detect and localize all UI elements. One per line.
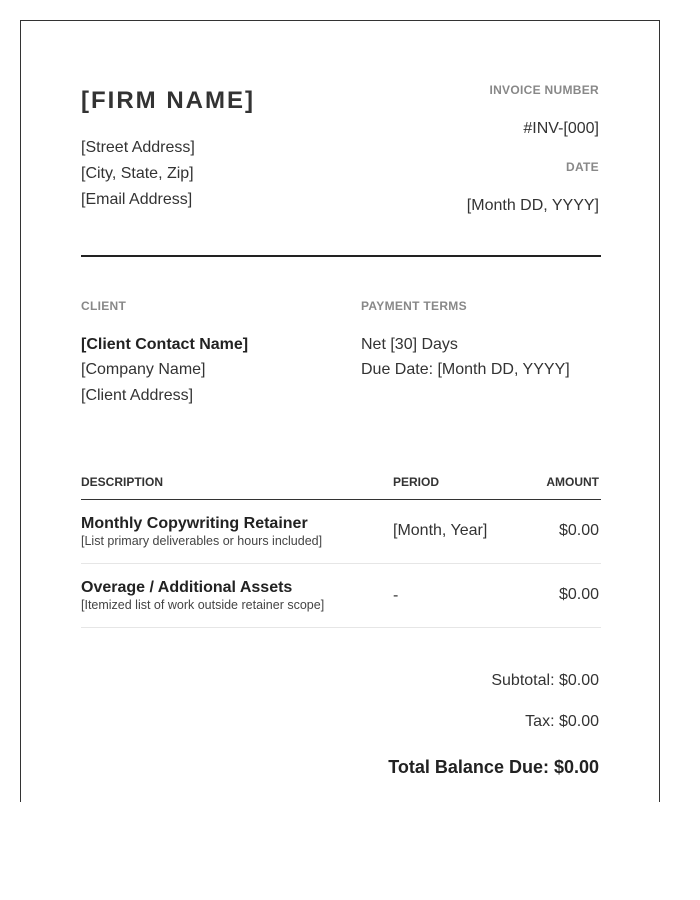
- table-header-rule: [81, 499, 601, 500]
- firm-street: [Street Address]: [81, 139, 195, 156]
- row-amount: $0.00: [558, 522, 599, 539]
- row-period: -: [393, 587, 399, 604]
- firm-name: [FIRM NAME]: [81, 87, 255, 114]
- invoice-date-label: DATE: [566, 160, 599, 174]
- client-contact: [Client Contact Name]: [81, 336, 249, 353]
- column-header-period: PERIOD: [393, 475, 440, 489]
- subtotal: Subtotal: $0.00: [491, 672, 599, 689]
- row-period: [Month, Year]: [393, 522, 488, 539]
- client-label: CLIENT: [81, 299, 127, 313]
- row-title: Overage / Additional Assets: [81, 579, 293, 596]
- tax: Tax: $0.00: [525, 713, 599, 730]
- payment-due-date: Due Date: [Month DD, YYYY]: [361, 361, 570, 378]
- row-subtitle: [List primary deliverables or hours included]: [81, 534, 323, 548]
- header-divider: [81, 255, 601, 257]
- client-company: [Company Name]: [81, 361, 206, 378]
- row-subtitle: [Itemized list of work outside retainer scope]: [81, 598, 325, 612]
- column-header-description: DESCRIPTION: [81, 475, 164, 489]
- invoice-date-value: [Month DD, YYYY]: [466, 197, 599, 214]
- payment-terms-net: Net [30] Days: [361, 336, 458, 353]
- row-title: Monthly Copywriting Retainer: [81, 515, 308, 532]
- invoice-number-value: #INV-[000]: [523, 120, 599, 137]
- payment-terms-label: PAYMENT TERMS: [361, 299, 467, 313]
- row-amount: $0.00: [558, 586, 599, 603]
- client-address: [Client Address]: [81, 387, 194, 404]
- firm-city: [City, State, Zip]: [81, 165, 194, 182]
- total-balance-due: Total Balance Due: $0.00: [388, 757, 599, 777]
- row-divider: [81, 627, 601, 628]
- column-header-amount: AMOUNT: [546, 475, 599, 489]
- invoice-number-label: INVOICE NUMBER: [489, 83, 599, 97]
- row-divider: [81, 563, 601, 564]
- firm-email: [Email Address]: [81, 191, 193, 208]
- invoice-sheet: [20, 20, 660, 802]
